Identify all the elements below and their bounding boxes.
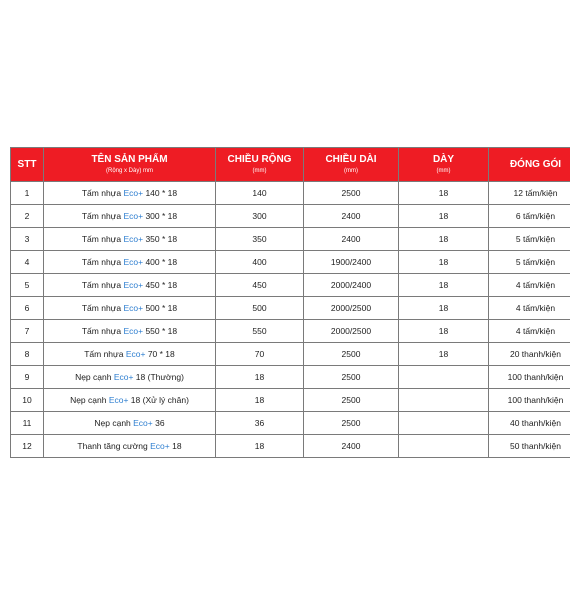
product-name-prefix: Tấm nhựa — [81, 234, 124, 244]
product-name-suffix: 18 (Thường) — [133, 372, 184, 382]
cell-thickness: 18 — [399, 297, 489, 320]
cell-packing: 100 thanh/kiện — [489, 366, 570, 389]
cell-width: 500 — [216, 297, 304, 320]
cell-width: 36 — [216, 412, 304, 435]
brand-text: Eco+ — [150, 441, 170, 451]
cell-stt: 4 — [11, 251, 44, 274]
brand-text: Eco+ — [125, 349, 146, 359]
product-name-suffix: 300 * 18 — [143, 211, 178, 221]
cell-packing: 4 tấm/kiện — [489, 274, 570, 297]
table-row — [11, 297, 570, 320]
cell-stt: 2 — [11, 205, 44, 228]
cell-product-name — [44, 297, 216, 320]
table-body — [11, 182, 570, 458]
cell-length: 2400 — [304, 205, 399, 228]
table-row — [11, 228, 570, 251]
cell-thickness: 18 — [399, 320, 489, 343]
cell-width: 450 — [216, 274, 304, 297]
header-product-name-label: TÊN SẢN PHẨM — [91, 154, 168, 165]
product-name-suffix: 18 — [169, 441, 182, 451]
cell-length: 2500 — [304, 182, 399, 205]
table-row — [11, 320, 570, 343]
cell-thickness: 18 — [399, 274, 489, 297]
table-row — [11, 274, 570, 297]
cell-product-name — [44, 435, 216, 458]
header-packing-label: ĐÓNG GÓI — [509, 159, 562, 170]
cell-thickness: 18 — [399, 343, 489, 366]
cell-width: 140 — [216, 182, 304, 205]
product-name-suffix: 500 * 18 — [143, 303, 178, 313]
product-name-prefix: Tấm nhựa — [81, 188, 124, 198]
cell-stt: 6 — [11, 297, 44, 320]
cell-length: 2500 — [304, 366, 399, 389]
cell-packing: 100 thanh/kiện — [489, 389, 570, 412]
cell-width: 400 — [216, 251, 304, 274]
cell-product-name — [44, 366, 216, 389]
cell-stt: 3 — [11, 228, 44, 251]
product-name-prefix: Tấm nhựa — [81, 211, 124, 221]
product-name-prefix: Nẹp cạnh — [75, 372, 114, 382]
brand-text: Eco+ — [123, 211, 144, 221]
cell-width: 350 — [216, 228, 304, 251]
cell-thickness — [399, 412, 489, 435]
cell-product-name — [44, 182, 216, 205]
cell-product-name — [44, 228, 216, 251]
header-length — [304, 148, 399, 182]
cell-width: 18 — [216, 366, 304, 389]
cell-packing: 5 tấm/kiện — [489, 251, 570, 274]
brand-text: Eco+ — [113, 372, 134, 382]
cell-thickness — [399, 389, 489, 412]
cell-length: 2000/2400 — [304, 274, 399, 297]
product-name-prefix: Nẹp cạnh — [94, 418, 134, 428]
cell-width: 18 — [216, 389, 304, 412]
product-name-suffix: 18 (Xử lý chân) — [128, 395, 189, 405]
product-name-prefix: Tấm nhựa — [81, 303, 124, 313]
cell-product-name — [44, 343, 216, 366]
brand-text: Eco+ — [123, 257, 144, 267]
cell-thickness: 18 — [399, 251, 489, 274]
header-length-unit: (mm) — [344, 168, 358, 174]
cell-product-name — [44, 251, 216, 274]
product-name-prefix: Tấm nhựa — [81, 280, 124, 290]
brand-text: Eco+ — [123, 188, 144, 198]
table-row — [11, 251, 570, 274]
cell-packing: 12 tấm/kiện — [489, 182, 570, 205]
cell-width: 70 — [216, 343, 304, 366]
product-name-prefix: Thanh tăng cường — [77, 441, 151, 451]
header-length-label: CHIỀU DÀI — [325, 154, 377, 165]
brand-text: Eco+ — [123, 280, 144, 290]
product-name-suffix: 400 * 18 — [143, 257, 178, 267]
cell-product-name — [44, 274, 216, 297]
product-name-prefix: Tấm nhựa — [81, 257, 124, 267]
cell-thickness: 18 — [399, 205, 489, 228]
cell-packing: 20 thanh/kiện — [489, 343, 570, 366]
header-width-label: CHIỀU RỘNG — [227, 154, 292, 165]
cell-stt: 1 — [11, 182, 44, 205]
header-width — [216, 148, 304, 182]
cell-product-name — [44, 412, 216, 435]
header-row — [11, 148, 570, 182]
cell-length: 2400 — [304, 435, 399, 458]
product-name-prefix: Nẹp cạnh — [70, 395, 109, 405]
product-spec-table — [10, 147, 570, 458]
header-product-name-sub: (Rộng x Dày) mm — [105, 168, 153, 174]
cell-packing: 50 thanh/kiện — [489, 435, 570, 458]
product-name-suffix: 140 * 18 — [143, 188, 178, 198]
brand-text: Eco+ — [123, 234, 144, 244]
cell-thickness — [399, 366, 489, 389]
table-row — [11, 182, 570, 205]
cell-packing: 4 tấm/kiện — [489, 320, 570, 343]
cell-packing: 4 tấm/kiện — [489, 297, 570, 320]
cell-product-name — [44, 389, 216, 412]
header-thickness-unit: (mm) — [436, 168, 451, 174]
cell-packing: 6 tấm/kiện — [489, 205, 570, 228]
cell-stt: 8 — [11, 343, 44, 366]
cell-stt: 12 — [11, 435, 44, 458]
cell-stt: 9 — [11, 366, 44, 389]
product-name-prefix: Tấm nhựa — [81, 326, 124, 336]
cell-product-name — [44, 205, 216, 228]
header-stt-label: STT — [17, 159, 37, 170]
table-row — [11, 205, 570, 228]
brand-text: Eco+ — [123, 303, 144, 313]
header-product-name — [44, 148, 216, 182]
cell-thickness: 18 — [399, 228, 489, 251]
product-spec-table-wrapper — [10, 147, 564, 458]
cell-width: 550 — [216, 320, 304, 343]
cell-packing: 40 thanh/kiện — [489, 412, 570, 435]
table-row — [11, 343, 570, 366]
product-name-suffix: 550 * 18 — [143, 326, 178, 336]
header-stt — [11, 148, 44, 182]
table-row — [11, 366, 570, 389]
table-row — [11, 389, 570, 412]
product-name-suffix: 70 * 18 — [145, 349, 175, 359]
product-name-suffix: 36 — [152, 418, 165, 428]
table-header — [11, 148, 570, 182]
table-row — [11, 435, 570, 458]
cell-product-name — [44, 320, 216, 343]
cell-thickness: 18 — [399, 182, 489, 205]
product-name-suffix: 450 * 18 — [143, 280, 178, 290]
cell-length: 1900/2400 — [304, 251, 399, 274]
cell-length: 2000/2500 — [304, 320, 399, 343]
cell-width: 300 — [216, 205, 304, 228]
header-thickness-label: DÀY — [432, 154, 455, 165]
cell-thickness — [399, 435, 489, 458]
brand-text: Eco+ — [108, 395, 129, 405]
cell-length: 2000/2500 — [304, 297, 399, 320]
header-thickness — [399, 148, 489, 182]
cell-length: 2500 — [304, 389, 399, 412]
header-packing — [489, 148, 570, 182]
cell-packing: 5 tấm/kiện — [489, 228, 570, 251]
cell-stt: 7 — [11, 320, 44, 343]
cell-length: 2500 — [304, 412, 399, 435]
cell-stt: 11 — [11, 412, 44, 435]
cell-stt: 10 — [11, 389, 44, 412]
header-width-unit: (mm) — [252, 168, 267, 174]
cell-width: 18 — [216, 435, 304, 458]
cell-length: 2500 — [304, 343, 399, 366]
product-name-prefix: Tấm nhựa — [84, 349, 126, 359]
product-name-suffix: 350 * 18 — [143, 234, 178, 244]
brand-text: Eco+ — [123, 326, 144, 336]
table-row — [11, 412, 570, 435]
brand-text: Eco+ — [133, 418, 153, 428]
cell-length: 2400 — [304, 228, 399, 251]
cell-stt: 5 — [11, 274, 44, 297]
